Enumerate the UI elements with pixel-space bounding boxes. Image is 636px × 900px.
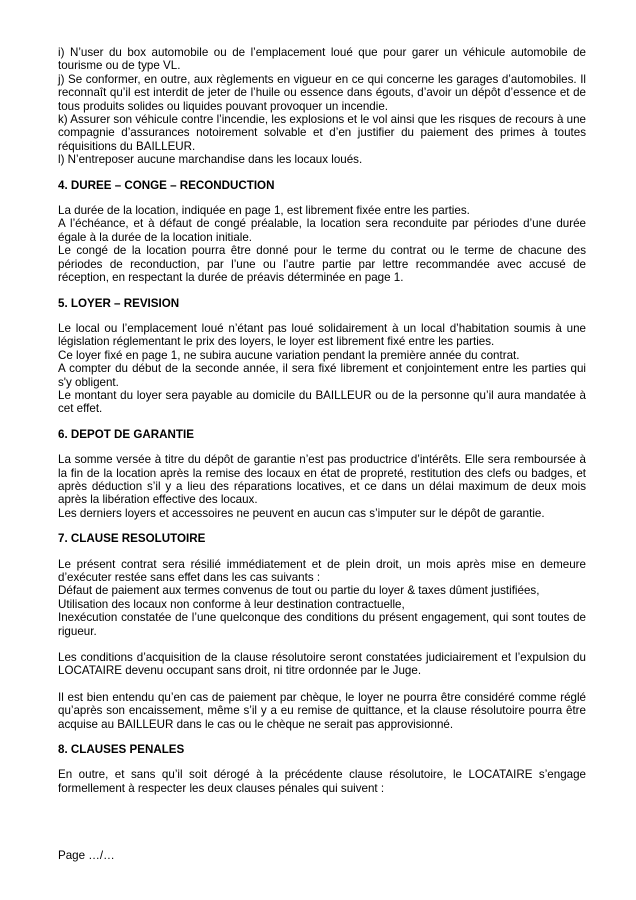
paragraph-line: Le congé de la location pourra être donné pour le terme du contrat ou le terme de chacune des périodes de reconduction, par l’une ou l’autre partie par lettre recommandée avec accusé de réception, en respectant la durée de préavis déterminée en page 1.: [58, 244, 586, 285]
paragraph-line: Inexécution constatée de l’une quelconque des conditions du présent engagement, qui sont toutes de rigueur.: [58, 611, 586, 638]
document-page: [58, 46, 586, 795]
paragraph-line: Le montant du loyer sera payable au domicile du BAILLEUR ou de la personne qu’il aura mandatée à cet effet.: [58, 388, 586, 416]
paragraph-line: Ce loyer fixé en page 1, ne subira aucune variation pendant la première année du contrat.: [58, 348, 520, 362]
paragraph-line: Utilisation des locaux non conforme à leur destination contractuelle,: [58, 597, 405, 611]
section-clause-resolutoire-text-2: [58, 651, 586, 678]
paragraph-line: A l’échéance, et à défaut de congé préalable, la location sera reconduite par périodes d’une durée égale à la durée de la location initiale.: [58, 217, 586, 244]
section-duree-text: [58, 204, 586, 284]
paragraph-line: Il est bien entendu qu’en cas de paiement par chèque, le loyer ne pourra être considéré comme réglé qu’après son encaissement, même s’il y a eu remise de quittance, et la clause résolutoire pourra être acquise au BAILLEUR dans le cas ou le chèque ne serait pas approvisionné.: [58, 690, 586, 731]
intro-obligations: [58, 46, 586, 167]
section-heading-clause-resolutoire: 7. CLAUSE RESOLUTOIRE: [58, 532, 206, 546]
section-heading-depot: 6. DEPOT DE GARANTIE: [58, 427, 194, 441]
paragraph-line: La durée de la location, indiquée en page 1, est librement fixée entre les parties.: [58, 204, 470, 218]
section-depot-text: [58, 453, 586, 520]
obligation-i: i) N’user du box automobile ou de l’emplacement loué que pour garer un véhicule automobile de tourisme ou de type VL.: [58, 46, 586, 73]
obligation-j: j) Se conformer, en outre, aux règlements en vigueur en ce qui concerne les garages d’automobiles. Il reconnaît qu’il est interdit de jeter de l’huile ou essence dans égouts, d’avoir un dépôt d’essence et de tous produits solides ou liquides pouvant provoquer un incendie.: [58, 72, 586, 113]
section-loyer-text: [58, 322, 586, 416]
section-heading-duree: 4. DUREE – CONGE – RECONDUCTION: [58, 178, 275, 192]
section-heading-clauses-penales: 8. CLAUSES PENALES: [58, 743, 185, 757]
section-clause-resolutoire-text-1: [58, 558, 586, 638]
paragraph-line: Le présent contrat sera résilié immédiatement et de plein droit, un mois après mise en demeure d’exécuter restée sans effet dans les cas suivants :: [58, 557, 586, 584]
obligation-k: k) Assurer son véhicule contre l’incendie, les explosions et le vol ainsi que les risques de recours à une compagnie d’assurances notoirement solvable et d’en justifier du paiement des primes à toutes réquisitions du BAILLEUR.: [58, 113, 586, 153]
section-clause-resolutoire-text-3: [58, 691, 586, 731]
paragraph-line: La somme versée à titre du dépôt de garantie n’est pas productrice d’intérêts. Elle sera remboursée à la fin de la location après la remise des locaux en état de propreté, restitution des clefs ou badges, et après déduction s’il y a lieu des réparations locatives, et ce dans un délai maximum de deux mois après la libération effective des locaux.: [58, 453, 586, 507]
paragraph-line: En outre, et sans qu’il soit dérogé à la précédente clause résolutoire, le LOCATAIRE s’engage formellement à respecter les deux clauses pénales qui suivent :: [58, 768, 586, 795]
section-heading-loyer: 5. LOYER – REVISION: [58, 296, 180, 310]
paragraph-line: Défaut de paiement aux termes convenus de tout ou partie du loyer & taxes dûment justifiées,: [58, 584, 540, 598]
section-clauses-penales-text: [58, 768, 586, 795]
paragraph-line: Les derniers loyers et accessoires ne peuvent en aucun cas s’imputer sur le dépôt de garantie.: [58, 506, 545, 520]
paragraph-line: Les conditions d’acquisition de la clause résolutoire seront constatées judiciairement et l’expulsion du LOCATAIRE devenu occupant sans droit, ni titre ordonnée par le Juge.: [58, 651, 586, 678]
paragraph-line: Le local ou l’emplacement loué n’étant pas loué solidairement à un local d’habitation soumis à une législation réglementant le prix des loyers, le loyer est librement fixé entre les parties.: [58, 321, 586, 349]
obligation-l: l) N’entreposer aucune marchandise dans les locaux loués.: [58, 153, 363, 167]
paragraph-line: A compter du début de la seconde année, il sera fixé librement et conjointement entre les parties qui s'y obligent.: [58, 362, 586, 389]
page-footer: Page …/…: [58, 849, 115, 862]
